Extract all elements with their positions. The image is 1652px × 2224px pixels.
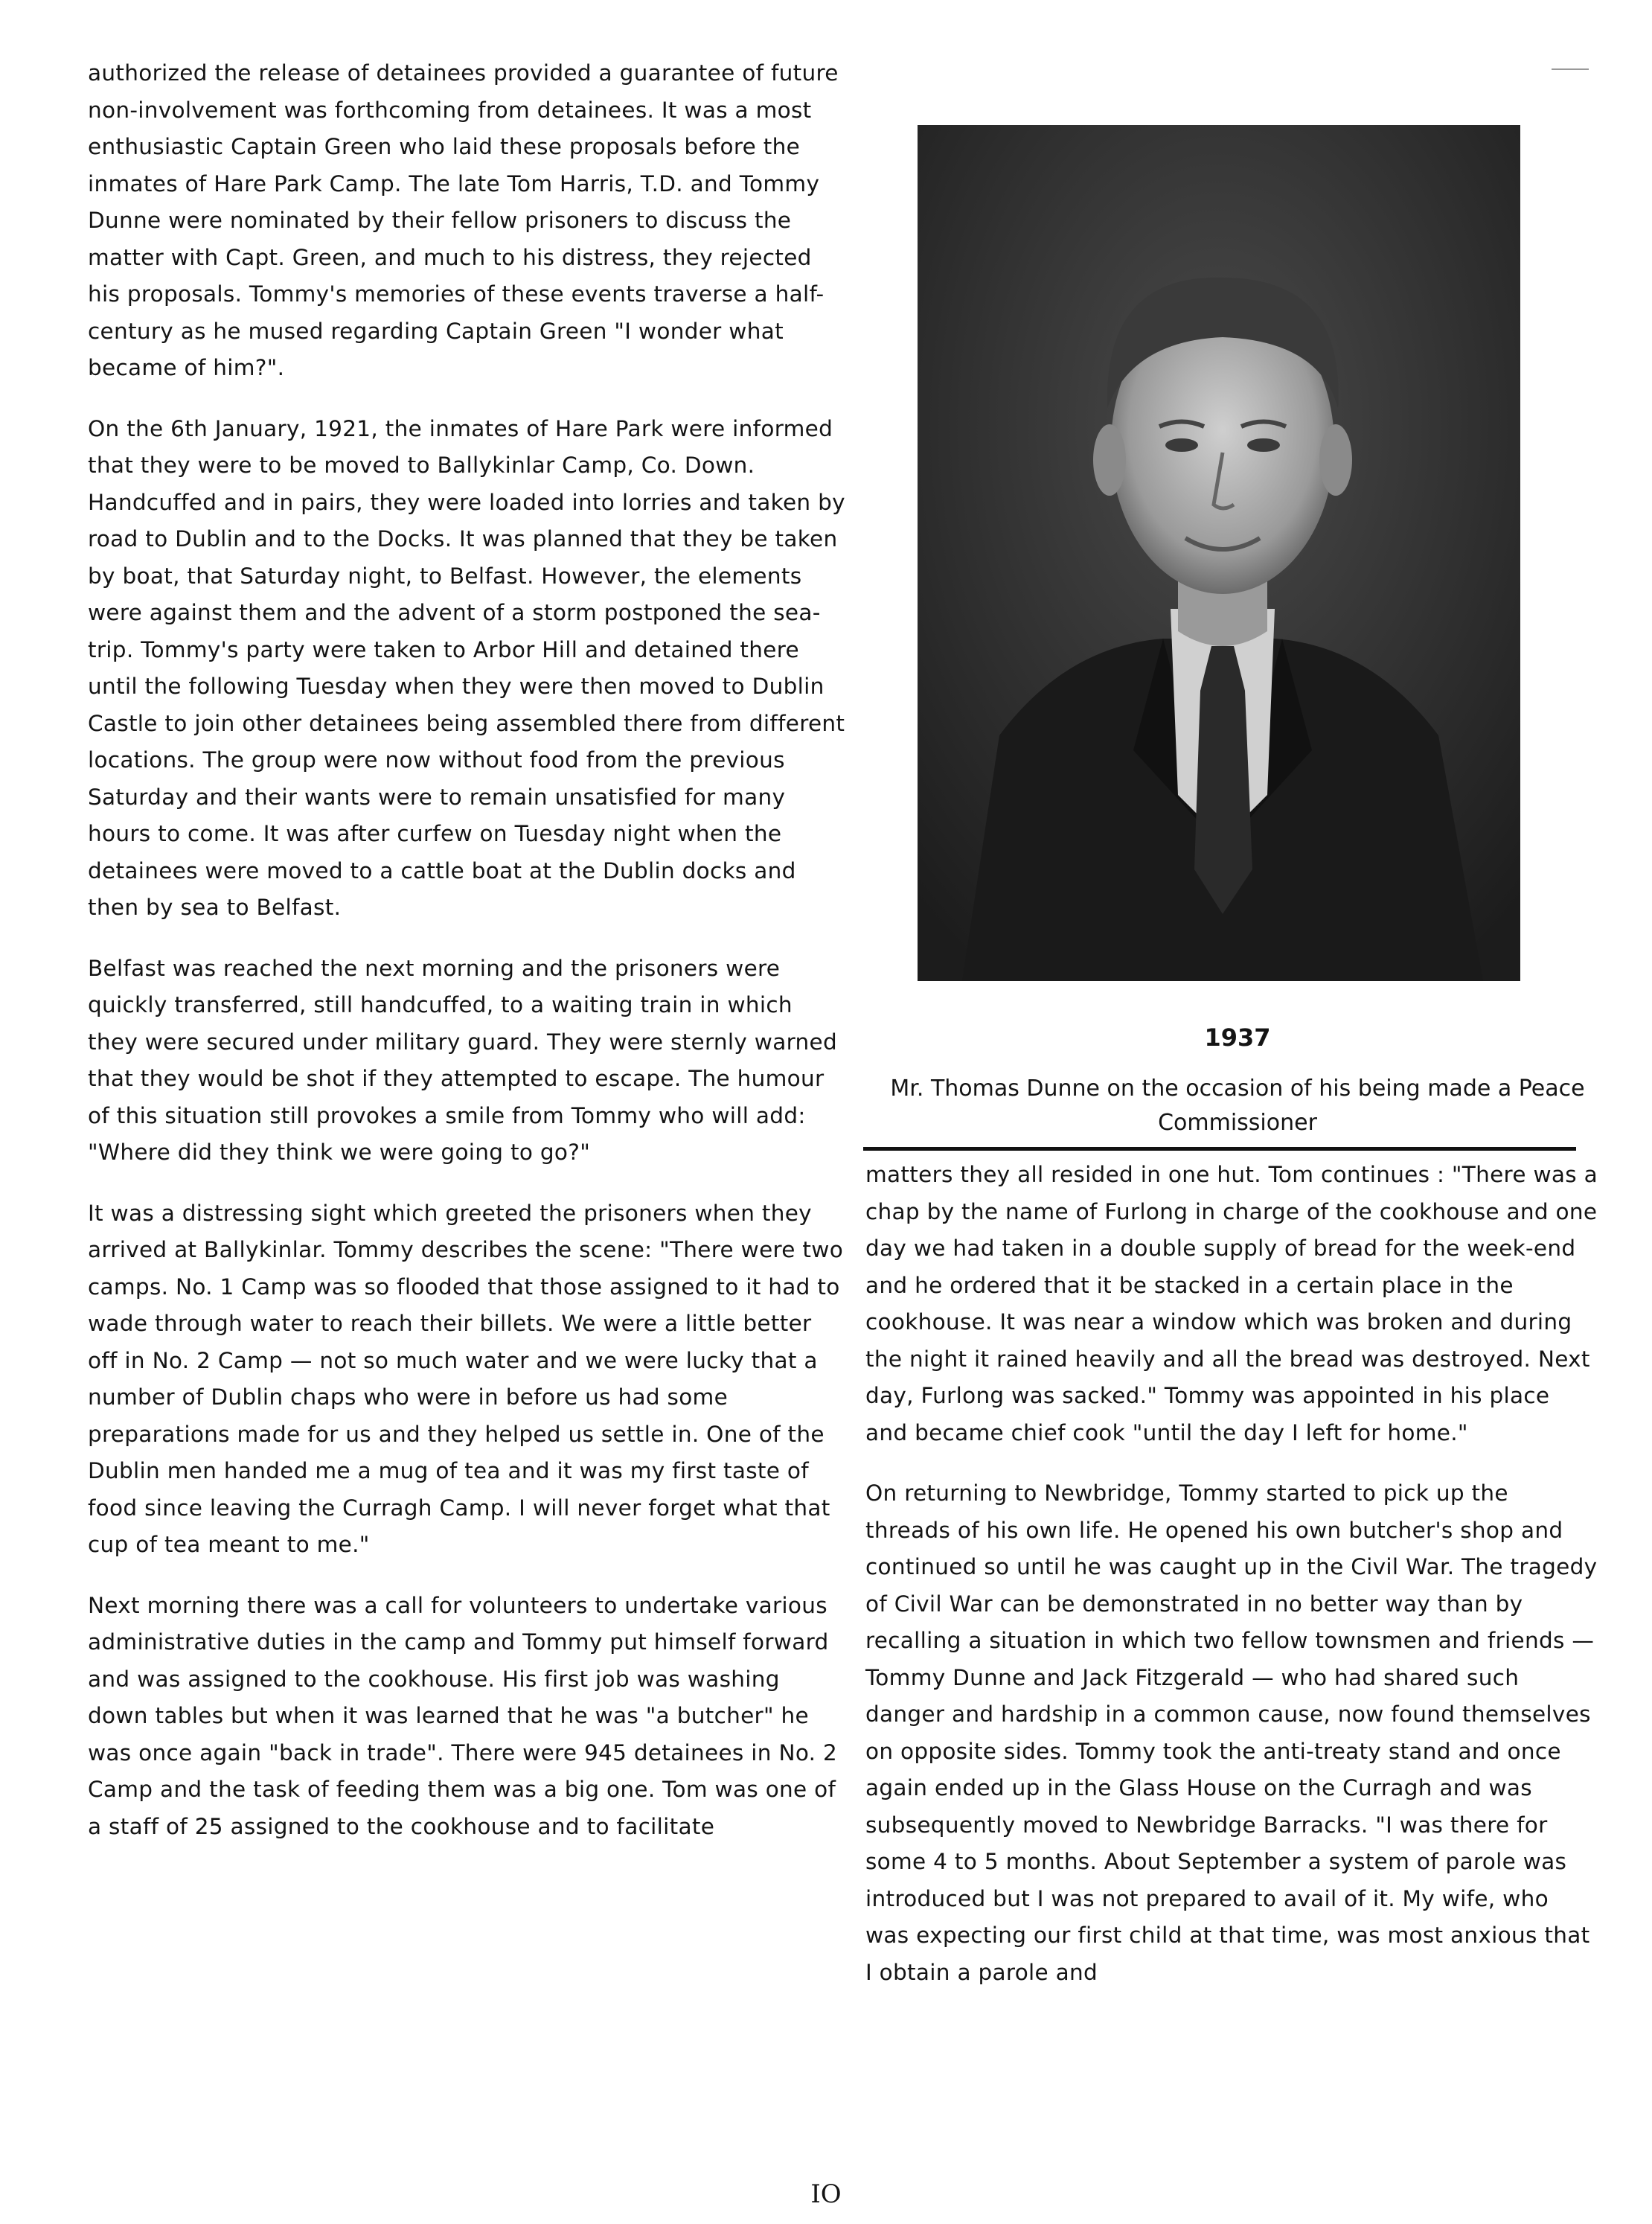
- divider-rule: [863, 1147, 1576, 1151]
- paragraph: It was a distressing sight which greeted the prisoners when they arrived at Ballykinlar. Tommy describes the scene: "There were two camps. No. 1 Camp was so flooded that those assigned to it had to wade through water to reach their billets. We were a little better off in No. 2 Camp — not so much water and we were lucky that a number of Dublin chaps who were in before us had some preparations made for us and they helped us settle in. One of the Dublin men handed me a mug of tea and it was my first taste of food since leaving the Curragh Camp. I will never forget what that cup of tea meant to me.": [88, 1200, 844, 1557]
- paragraph: authorized the release of detainees provided a guarantee of future non-involvement was forthcoming from detainees. It was a most enthusiastic Captain Green who laid these proposals before the inmates of Hare Park Camp. The late Tom Harris, T.D. and Tommy Dunne were nominated by their fellow prisoners to discuss the matter with Capt. Green, and much to his distress, they rejected his proposals. Tommy's memories of these events traverse a half-century as he mused regarding Captain Green "I wonder what became of him?".: [88, 60, 839, 380]
- left-column: [88, 55, 847, 1869]
- paragraph: Belfast was reached the next morning and the prisoners were quickly transferred, still handcuffed, to a waiting train in which they were secured under military guard. They were sternly warned that they would be shot if they attempted to escape. The humour of this situation still provokes a smile from Tommy who will add: "Where did they think we were going to go?": [88, 955, 837, 1165]
- photo-caption: Mr. Thomas Dunne on the occasion of his being made a Peace Commissioner: [890, 1076, 1585, 1136]
- right-column: [865, 1157, 1598, 2015]
- page-number: IO: [810, 2179, 842, 2209]
- scan-mark: [1552, 68, 1589, 70]
- paragraph: Next morning there was a call for volunteers to undertake various administrative duties in the camp and Tommy put himself forward and was assigned to the cookhouse. His first job was washing down tables but when it was learned that he was "a butcher" he was once again "back in trade". There were 945 detainees in No. 2 Camp and the task of feeding them was a big one. Tom was one of a staff of 25 assigned to the cookhouse and to facilitate: [88, 1592, 838, 1839]
- portrait-photo: [918, 125, 1520, 981]
- portrait-illustration: [918, 125, 1520, 981]
- paragraph: On the 6th January, 1921, the inmates of Hare Park were informed that they were to be moved to Ballykinlar Camp, Co. Down. Handcuffed and in pairs, they were loaded into lorries and taken by road to Dublin and to the Docks. It was planned that they be taken by boat, that Saturday night, to Belfast. However, the elements were against them and the advent of a storm postponed the sea-trip. Tommy's party were taken to Arbor Hill and detained there until the following Tuesday when they were then moved to Dublin Castle to join other detainees being assembled there from different locations. The group were now without food from the previous Saturday and their wants were to remain unsatisfied for many hours to come. It was after curfew on Tuesday night when the detainees were moved to a cattle boat at the Dublin docks and then by sea to Belfast.: [88, 415, 845, 920]
- photo-year: 1937: [1204, 1023, 1271, 1052]
- paragraph: On returning to Newbridge, Tommy started to pick up the threads of his own life. He opened his own butcher's shop and continued so until he was caught up in the Civil War. The tragedy of Civil War can be demonstrated in no better way than by recalling a situation in which two fellow townsmen and friends — Tommy Dunne and Jack Fitzgerald — who had shared such danger and hardship in a common cause, now found themselves on opposite sides. Tommy took the anti-treaty stand and once again ended up in the Glass House on the Curragh and was subsequently moved to Newbridge Barracks. "I was there for some 4 to 5 months. About September a system of parole was introduced but I was not prepared to avail of it. My wife, who was expecting our first child at that time, was most anxious that I obtain a parole and: [865, 1480, 1598, 1985]
- paragraph: matters they all resided in one hut. Tom continues : "There was a chap by the name of Furlong in charge of the cookhouse and one day we had taken in a double supply of bread for the week-end and he ordered that it be stacked in a certain place in the cookhouse. It was near a window which was broken and during the night it rained heavily and all the bread was destroyed. Next day, Furlong was sacked." Tommy was appointed in his place and became chief cook "until the day I left for home.": [865, 1162, 1598, 1445]
